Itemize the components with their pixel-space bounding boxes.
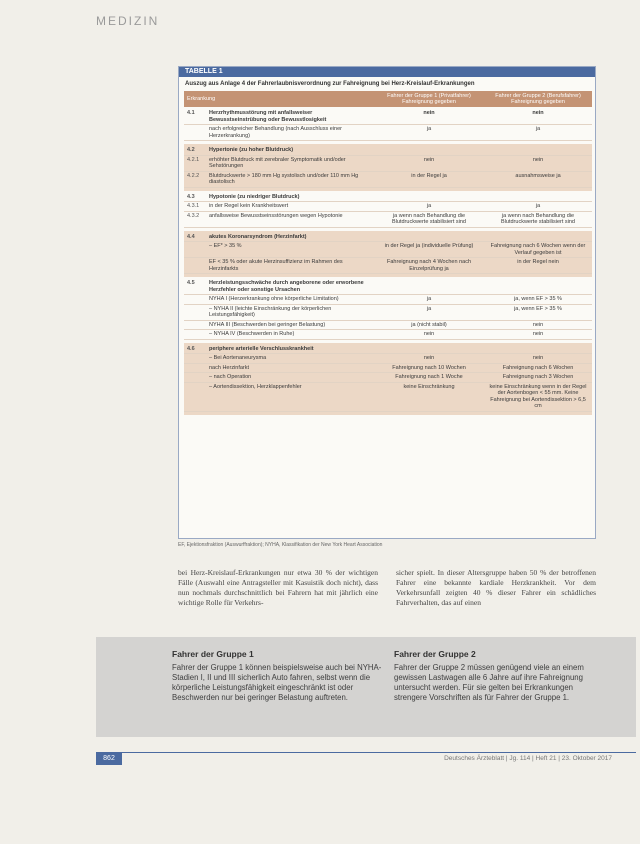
section-title: Hypertonie (zu hoher Blutdruck) <box>206 144 374 155</box>
group-1-value: keine Einschränkung <box>374 382 484 411</box>
group-1-value: ja wenn nach Behandlung die Blutdruckwerte stabilisiert sind <box>374 211 484 227</box>
table-row <box>184 242 592 258</box>
group-1-value: ja <box>374 125 484 141</box>
row-label: erhöhter Blutdruck mit zerebraler Symptomatik und/oder Sehstörungen <box>206 155 374 171</box>
row-label: – NYHA II (leichte Einschränkung der körperlichen Leistungsfähigkeit) <box>206 304 374 320</box>
row-number <box>184 354 206 364</box>
group-1-value <box>374 191 484 202</box>
row-number: 4.2.2 <box>184 171 206 187</box>
row-label: EF < 35 % oder akute Herzinsuffizienz im Rahmen des Herzinfarkts <box>206 258 374 274</box>
page-footer <box>96 752 636 765</box>
group-2-value <box>484 231 592 242</box>
table-section-row <box>184 231 592 242</box>
group-1-value: nein <box>374 330 484 340</box>
table-row <box>184 211 592 227</box>
row-number <box>184 330 206 340</box>
group-2-value: ja <box>484 202 592 212</box>
section-title: Herzleistungsschwäche durch angeborene oder erworbene Herzfehler oder sonstige Ursachen <box>206 277 374 295</box>
section-number: 4.4 <box>184 231 206 242</box>
row-label: – EF* > 35 % <box>206 242 374 258</box>
group-2-value: in der Regel nein <box>484 258 592 274</box>
section-label: MEDIZIN <box>96 14 160 28</box>
table-row <box>184 354 592 364</box>
body-text-right: sicher spielt. In dieser Altersgruppe haben 50 % der betroffenen Fahrer eine bekannte kardiale Herzkrankheit. Vor dem Verkehrsunfall zeigten 40 % dieser Fahrer ein schädliches Fahrverhalten, das auf einen <box>396 568 596 607</box>
table-row <box>184 295 592 305</box>
row-number <box>184 242 206 258</box>
info-box <box>96 637 636 737</box>
row-number <box>184 382 206 411</box>
row-label: nach Herzinfarkt <box>206 363 374 373</box>
group-1-value: in der Regel ja <box>374 171 484 187</box>
row-number <box>184 363 206 373</box>
row-label: Blutdruckwerte > 180 mm Hg systolisch und/oder 110 mm Hg diastolisch <box>206 171 374 187</box>
group-1-value: in der Regel ja (individuelle Prüfung) <box>374 242 484 258</box>
table-caption: Auszug aus Anlage 4 der Fahrerlaubnisverordnung zur Fahreignung bei Herz-Kreislauf-Erkrankungen <box>185 81 475 87</box>
group-2-value: ja, wenn EF > 35 % <box>484 304 592 320</box>
info-box-text: Fahrer der Gruppe 1 können beispielsweise auch bei NYHA-Stadien I, II und III sicherlich Auto fahren, selbst wenn die körperliche Leistungsfähigkeit eingeschränkt ist oder Beschwerden nur bei geringer Belastung auftreten. <box>172 663 382 702</box>
group-2-value: ja <box>484 125 592 141</box>
group-1-value: ja <box>374 202 484 212</box>
table-body <box>184 107 592 415</box>
group-1-value: nein <box>374 155 484 171</box>
section-title: Herzrhythmusstörung mit anfallsweiser Bewusstseinstrübung oder Bewusstlosigkeit <box>206 107 374 125</box>
table-section-row <box>184 144 592 155</box>
row-number <box>184 320 206 330</box>
info-box-group-1 <box>172 649 382 703</box>
group-1-value: Fahreignung nach 10 Wochen <box>374 363 484 373</box>
table-row <box>184 258 592 274</box>
group-2-value: Fahreignung nach 3 Wochen <box>484 373 592 383</box>
row-number <box>184 125 206 141</box>
column-header: Fahrer der Gruppe 1 (Privatfahrer) Fahreignung gegeben <box>374 91 484 107</box>
group-2-value: nein <box>484 155 592 171</box>
group-2-value: Fahreignung nach 6 Wochen <box>484 363 592 373</box>
group-2-value: nein <box>484 354 592 364</box>
group-1-value: ja <box>374 295 484 305</box>
table-row <box>184 320 592 330</box>
group-2-value: Fahreignung nach 6 Wochen wenn der Verlauf gegeben ist <box>484 242 592 258</box>
column-header: Fahrer der Gruppe 2 (Berufsfahrer) Fahreignung gegeben <box>484 91 592 107</box>
section-title: akutes Koronarsyndrom (Herzinfarkt) <box>206 231 374 242</box>
group-1-value: ja <box>374 304 484 320</box>
info-box-title: Fahrer der Gruppe 2 <box>394 649 476 659</box>
table-section-row <box>184 277 592 295</box>
group-2-value: nein <box>484 320 592 330</box>
table-row <box>184 373 592 383</box>
table-row <box>184 304 592 320</box>
journal-citation: Deutsches Ärzteblatt | Jg. 114 | Heft 21 | 23. Oktober 2017 <box>444 755 612 762</box>
group-2-value <box>484 343 592 354</box>
table-header-row <box>184 91 592 107</box>
row-label: NYHA I (Herzerkrankung ohne körperliche Limitation) <box>206 295 374 305</box>
group-1-value <box>374 144 484 155</box>
group-1-value: Fahreignung nach 1 Woche <box>374 373 484 383</box>
row-number <box>184 258 206 274</box>
group-1-value: Fahreignung nach 4 Wochen nach Einzelprüfung ja <box>374 258 484 274</box>
section-number: 4.3 <box>184 191 206 202</box>
group-1-value: ja (nicht stabil) <box>374 320 484 330</box>
section-number: 4.6 <box>184 343 206 354</box>
section-title: periphere arterielle Verschlusskrankheit <box>206 343 374 354</box>
row-label: – NYHA IV (Beschwerden in Ruhe) <box>206 330 374 340</box>
row-label: in der Regel kein Krankheitswert <box>206 202 374 212</box>
row-label: – Aortendissektion, Herzklappenfehler <box>206 382 374 411</box>
table-section-row <box>184 191 592 202</box>
group-2-value: nein <box>484 107 592 125</box>
group-2-value: nein <box>484 330 592 340</box>
row-label: – Bei Aortenaneurysma <box>206 354 374 364</box>
table-label: TABELLE 1 <box>179 67 595 77</box>
group-2-value: keine Einschränkung wenn in der Regel der Aortenbogen < 55 mm. Keine Fahreignung bei Aortendissektion > 6,5 cm <box>484 382 592 411</box>
table-section-row <box>184 343 592 354</box>
row-number <box>184 295 206 305</box>
row-number: 4.3.2 <box>184 211 206 227</box>
row-number <box>184 304 206 320</box>
row-label: nach erfolgreicher Behandlung (nach Ausschluss einer Herzerkrankung) <box>206 125 374 141</box>
row-number: 4.2.1 <box>184 155 206 171</box>
table-row <box>184 155 592 171</box>
row-label: – nach Operation <box>206 373 374 383</box>
section-title: Hypotonie (zu niedriger Blutdruck) <box>206 191 374 202</box>
fitness-table <box>184 91 592 415</box>
spacer-cell <box>184 411 592 415</box>
info-box-text: Fahrer der Gruppe 2 müssen genügend viele an einem gewissen Lastwagen alle 6 Jahre auf ihre Fahreignung untersucht werden. Für sie gelten bei Erkrankungen strengere Vorschriften als für Fahrer der Gruppe 1. <box>394 663 584 702</box>
table-row <box>184 330 592 340</box>
section-spacer <box>184 411 592 415</box>
table-row <box>184 202 592 212</box>
group-2-value: ja wenn nach Behandlung die Blutdruckwerte stabilisiert sind <box>484 211 592 227</box>
table-section-row <box>184 107 592 125</box>
group-1-value: nein <box>374 354 484 364</box>
table-frame <box>178 66 596 539</box>
table-row <box>184 363 592 373</box>
section-number: 4.2 <box>184 144 206 155</box>
group-2-value <box>484 277 592 295</box>
group-2-value: ausnahmsweise ja <box>484 171 592 187</box>
table-row <box>184 382 592 411</box>
row-label: NYHA III (Beschwerden bei geringer Belastung) <box>206 320 374 330</box>
group-2-value <box>484 144 592 155</box>
group-1-value <box>374 231 484 242</box>
section-number: 4.5 <box>184 277 206 295</box>
info-box-group-2 <box>394 649 604 703</box>
row-number: 4.3.1 <box>184 202 206 212</box>
group-2-value <box>484 191 592 202</box>
body-text-left: bei Herz-Kreislauf-Erkrankungen nur etwa 30 % der wichtigen Fälle (Auswahl eine Antragsteller mit Kasuistik doch nicht), dass nun nochmals durchschnittlich bei Fahrern hat mit jährlich eine wichtige Rolle für Verkehrs- <box>178 568 378 607</box>
info-box-title: Fahrer der Gruppe 1 <box>172 649 254 659</box>
row-number <box>184 373 206 383</box>
group-1-value: nein <box>374 107 484 125</box>
group-1-value <box>374 343 484 354</box>
section-number: 4.1 <box>184 107 206 125</box>
table-row <box>184 171 592 187</box>
table-row <box>184 125 592 141</box>
table-footnote: EF, Ejektionsfraktion (Auswurffraktion); NYHA, Klassifikation der New York Heart Association <box>178 542 383 548</box>
group-1-value <box>374 277 484 295</box>
page-number: 862 <box>96 753 122 765</box>
row-label: anfallsweise Bewusstseinsstörungen wegen Hypotonie <box>206 211 374 227</box>
column-header: Erkrankung <box>184 91 374 107</box>
group-2-value: ja, wenn EF > 35 % <box>484 295 592 305</box>
